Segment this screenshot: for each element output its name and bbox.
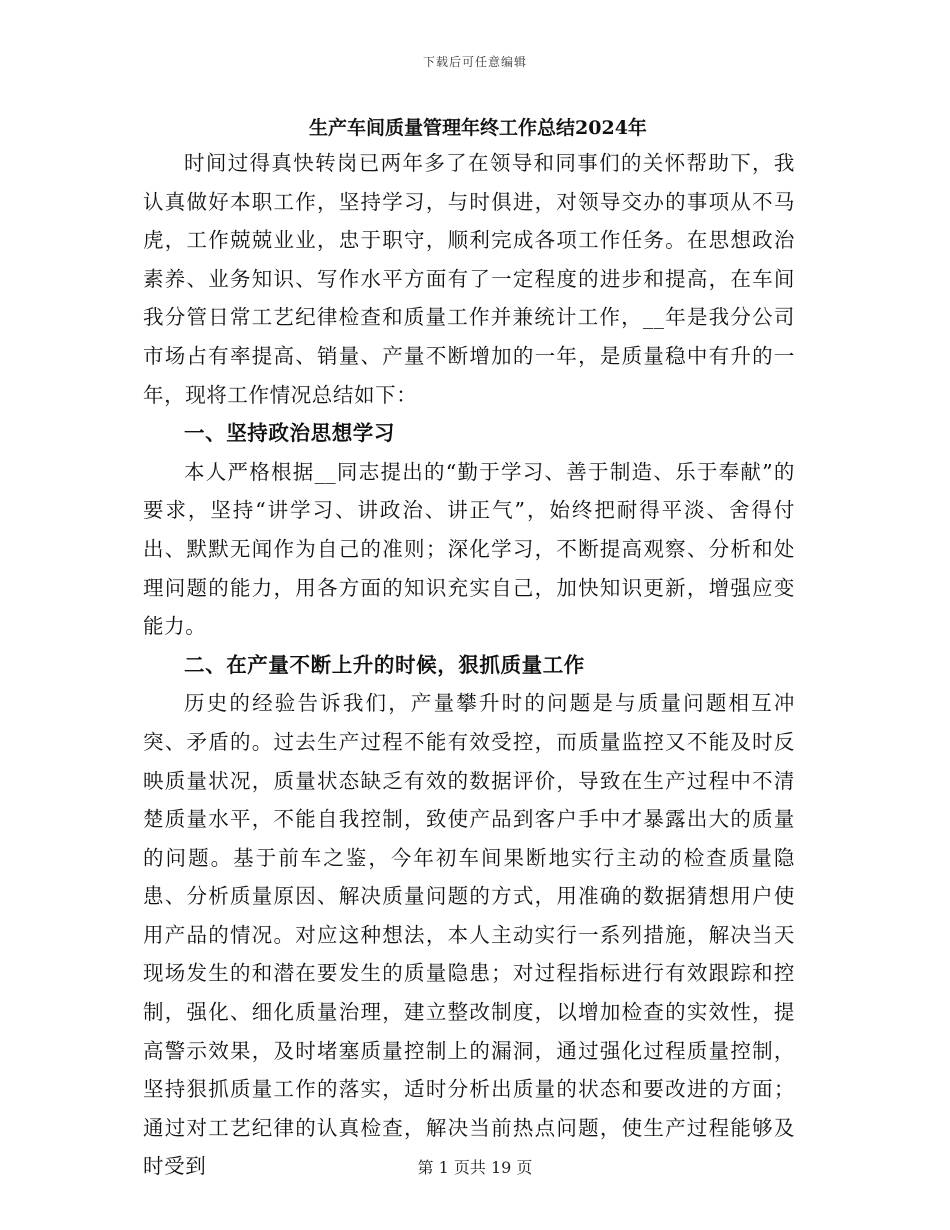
section-heading-1: 一、坚持政治思想学习 (184, 421, 395, 446)
document-title: 生产车间质量管理年终工作总结2024年 (309, 117, 647, 139)
intro-paragraph: 时间过得真快转岗已两年多了在领导和同事们的关怀帮助下，我认真做好本职工作，坚持学习，与时俱进，对领导交办的事项从不马虎，工作兢兢业业，忠于职守，顺利完成各项工作任务。在思想政治素养、业务知识、写作水平方面有了一定程度的进步和提高，在车间我分管日常工艺纪律检查和质量工作并兼统计工作，__年是我分公司市场占有率提高、销量、产量不断增加的一年，是质量稳中有升的一年，现将工作情况总结如下： (143, 151, 795, 407)
page-number: 第 1 页共 19 页 (417, 1158, 533, 1177)
section-paragraph-2: 历史的经验告诉我们，产量攀升时的问题是与质量问题相互冲突、矛盾的。过去生产过程不能有效受控，而质量监控又不能及时反映质量状况，质量状态缺乏有效的数据评价，导致在生产过程中不清楚质量水平，不能自我控制，致使产品到客户手中才暴露出大的质量的问题。基于前车之鉴，今年初车间果断地实行主动的检查质量隐患、分析质量原因、解决质量问题的方式，用准确的数据猜想用户使用产品的情况。对应这种想法，本人主动实行一系列措施，解决当天现场发生的和潜在要发生的质量隐患；对过程指标进行有效跟踪和控制，强化、细化质量治理，建立整改制度，以增加检查的实效性，提高警示效果，及时堵塞质量控制上的漏洞，通过强化过程质量控制，坚持狠抓质量工作的落实，适时分析出质量的状态和要改进的方面；通过对工艺纪律的认真检查，解决当前热点问题，使生产过程能够及时受到 (143, 691, 795, 1179)
section-heading-2: 二、在产量不断上升的时候，狠抓质量工作 (184, 652, 585, 677)
document-body (143, 112, 795, 1186)
header-note: 下载后可任意编辑 (422, 55, 527, 69)
section-paragraph-1: 本人严格根据__同志提出的“勤于学习、善于制造、乐于奉献”的要求，坚持“讲学习、讲政治、讲正气”，始终把耐得平淡、舍得付出、默默无闻作为自己的准则；深化学习，不断提高观察、分析和处理问题的能力，用各方面的知识充实自己，加快知识更新，增强应变能力。 (143, 459, 795, 639)
